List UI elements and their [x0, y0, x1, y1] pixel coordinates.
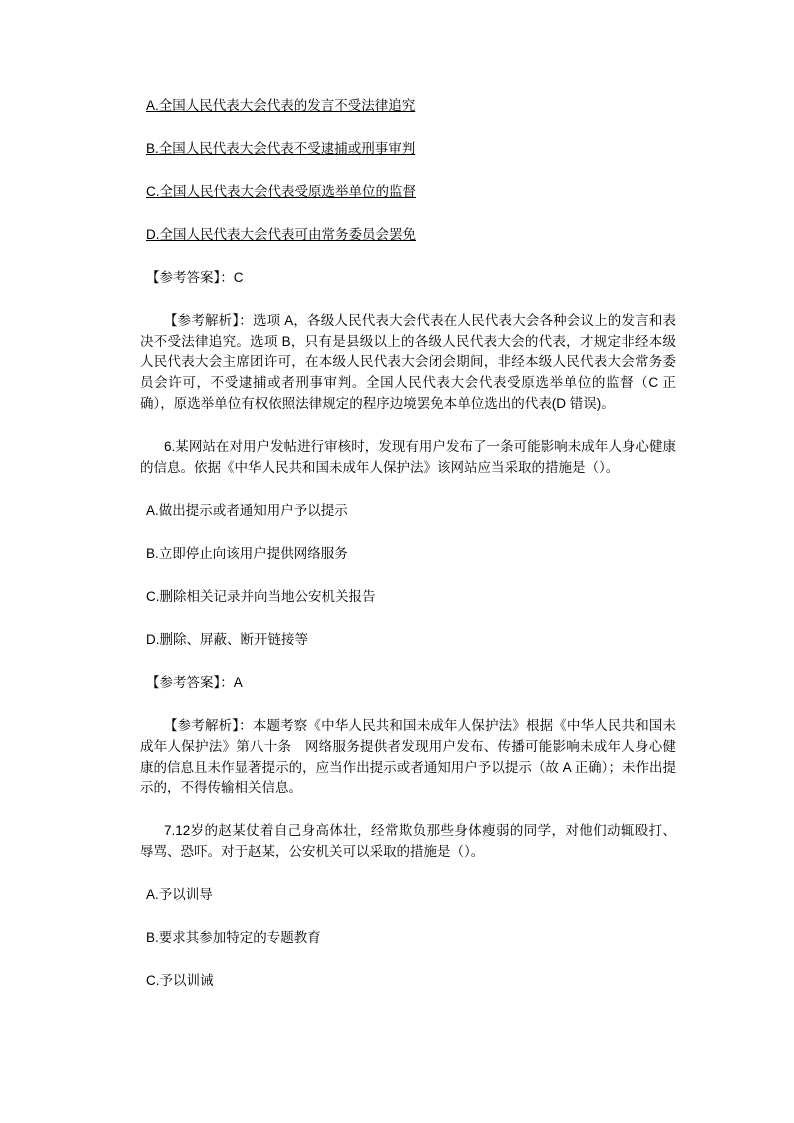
analysis-paragraph: 【参考解析】：本题考察《中华人民共和国未成年人保护法》根据《中华人民共和国未成年人保护法》第八十条 网络服务提供者发现用户发布、传播可能影响未成年人身心健康的信息且未作显著提示的，应当作出提示或者通知用户予以提示（故 A 正确）；未作出提示的，不得传输相关信息。 — [140, 717, 676, 796]
option-paragraph: A.予以训导 — [146, 887, 213, 903]
question-paragraph: 7.12岁的赵某仗着自己身高体壮，经常欺负那些身体瘦弱的同学，对他们动辄殴打、辱骂、恐吓。对于赵某，公安机关可以采取的措施是（）。 — [140, 823, 676, 860]
question-paragraph: 6.某网站在对用户发帖进行审核时，发现有用户发布了一条可能影响未成年人身心健康的信息。依据《中华人民共和国未成年人保护法》该网站应当采取的措施是（）。 — [140, 439, 676, 476]
option-paragraph — [140, 139, 676, 160]
underlined-text: C.全国人民代表大会代表受原选举单位的监督 — [146, 183, 416, 199]
option-paragraph — [140, 96, 676, 117]
document-body — [140, 96, 676, 992]
option-paragraph — [140, 225, 676, 246]
underlined-text: B.全国人民代表大会代表不受逮捕或刑事审判 — [146, 140, 416, 156]
underlined-text: D.全国人民代表大会代表可由常务委员会罢免 — [146, 226, 416, 242]
option-paragraph: C.予以训诫 — [146, 973, 214, 989]
option-paragraph: B.要求其参加特定的专题教育 — [146, 930, 321, 946]
option-paragraph: B.立即停止向该用户提供网络服务 — [146, 545, 348, 561]
answer-paragraph: 【参考答案】：A — [146, 674, 243, 690]
analysis-paragraph: 【参考解析】：选项 A，各级人民代表大会代表在人民代表大会各种会议上的发言和表决不受法律追究。选项 B，只有是县级以上的各级人民代表大会的代表，才规定非经本级人民代表大会主席团许可，在本级人民代表大会闭会期间，非经本级人民代表大会常务委员会许可，不受逮捕或者刑事审判。全国人民代表大会代表受原选举单位的监督（C 正确），原选举单位有权依照法律规定的程序边境罢免本单位选出的代表(D 错误)。 — [140, 312, 676, 412]
option-paragraph: C.删除相关记录并向当地公安机关报告 — [146, 588, 376, 604]
option-paragraph — [140, 182, 676, 203]
option-paragraph: A.做出提示或者通知用户予以提示 — [146, 503, 348, 519]
answer-paragraph: 【参考答案】：C — [146, 269, 244, 285]
underlined-text: A.全国人民代表大会代表的发言不受法律追究 — [146, 98, 416, 113]
option-paragraph: D.删除、屏蔽、断开链接等 — [146, 631, 308, 647]
